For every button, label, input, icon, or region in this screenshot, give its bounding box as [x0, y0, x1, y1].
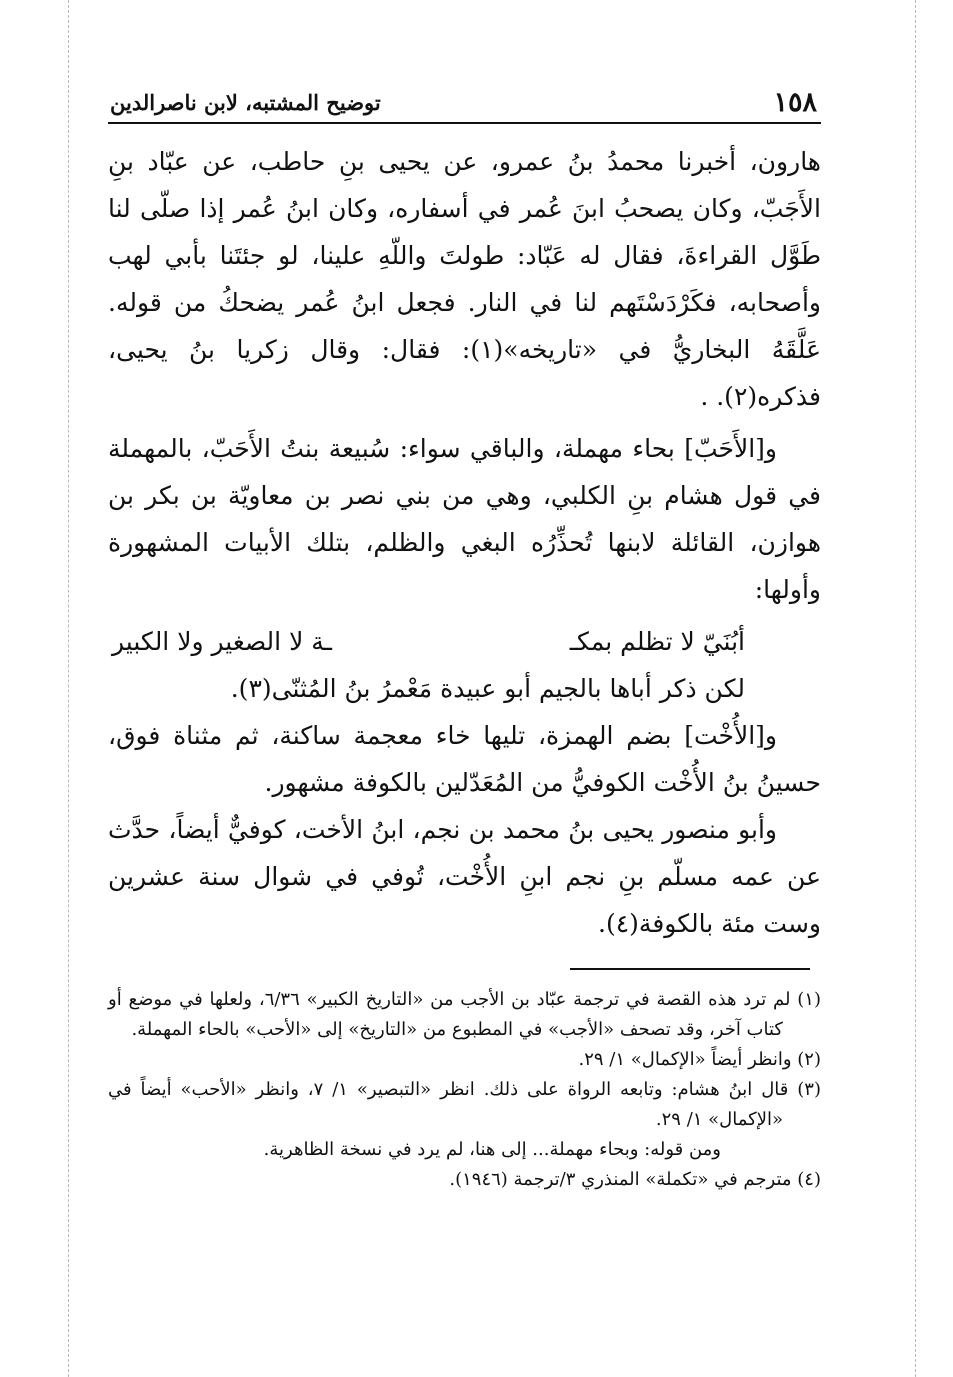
footnote-4: (٤) مترجم في «تكملة» المنذري ٣/ترجمة (١٩٤٦). — [449, 1169, 821, 1190]
left-scan-edge — [68, 0, 69, 1377]
footnote-3-note: ومن قوله: وبحاء مهملة... إلى هنا، لم يرد في نسخة الظاهرية. — [263, 1139, 721, 1160]
main-text — [108, 138, 821, 947]
verse-line — [108, 618, 821, 665]
verse-first-hemistich: أبُنَيّ لا تظلم بمكـ — [569, 627, 745, 656]
running-title: توضيح المشتبه، لابن ناصرالدين — [110, 90, 381, 115]
page-header — [108, 86, 821, 124]
page-number: ١٥٨ — [773, 87, 817, 118]
paragraph-1: هارون، أخبرنا محمدُ بنُ عمرو، عن يحيى بنِ حاطب، عن عبّاد بنِ الأَجَبّ، وكان يصحبُ ابنَ عُمر في أسفاره، وكان ابنُ عُمر إذا صلّى لنا طَوَّل القراءةَ، فقال له عَبّاد: طولتَ واللّهِ علينا، لو جئتَنا بأبي لهب وأصحابه، فكَرْدَسْتَهم لنا في النار. فجعل ابنُ عُمر يضحكُ من قوله. عَلَّقَهُ البخاريُّ في «تاريخه»(١): فقال: وقال زكريا بنُ يحيى، فذكره(٢). . — [108, 147, 821, 411]
footnote-separator — [570, 968, 810, 970]
paragraph-4: وأبو منصور يحيى بنُ محمد بن نجم، ابنُ الأخت، كوفيٌّ أيضاً، حدَّث عن عمه مسلّم بنِ نجم ابنِ الأُخْت، تُوفي في شوال سنة عشرين وست مئة بالكوفة(٤). — [108, 815, 821, 938]
paragraph-3: و[الأُخْت] بضم الهمزة، تليها خاء معجمة ساكنة، ثم مثناة فوق، حسينُ بنُ الأُخْت الكوفيُّ من المُعَدّلين بالكوفة مشهور. — [108, 721, 821, 797]
footnote-2: (٢) وانظر أيضاً «الإكمال» ١/ ٢٩. — [578, 1049, 821, 1070]
footnote-1: (١) لم ترد هذه القصة في ترجمة عبّاد بن الأجب من «التاريخ الكبير» ٦/٣٦، ولعلها في موضع أو كتاب آخر، وقد تصحف «الأجب» في المطبوع من «التاريخ» إلى «الأحب» بالحاء المهملة. — [108, 989, 821, 1040]
verse-second-hemistich: ـة لا الصغير ولا الكبير — [112, 627, 332, 656]
footnote-3: (٣) قال ابنُ هشام: وتابعه الرواة على ذلك. انظر «التبصير» ١/ ٧، وانظر «الأحب» أيضاً في «الإكمال» ١/ ٢٩. — [108, 1079, 821, 1130]
verse-commentary: لكن ذكر أباها بالجيم أبو عبيدة مَعْمرُ بنُ المُثنّى(٣). — [230, 674, 745, 703]
footnotes — [108, 985, 821, 1195]
right-scan-edge — [915, 0, 916, 1377]
paragraph-2: و[الأَحَبّ] بحاء مهملة، والباقي سواء: سُبيعة بنتُ الأَحَبّ، بالمهملة في قول هشام بنِ الكلبي، وهي من بني نصر بن معاويّة بن بكر بن هوازن، القائلة لابنها تُحذِّرُه البغي والظلم، بتلك الأبيات المشهورة وأولها: — [108, 434, 821, 604]
